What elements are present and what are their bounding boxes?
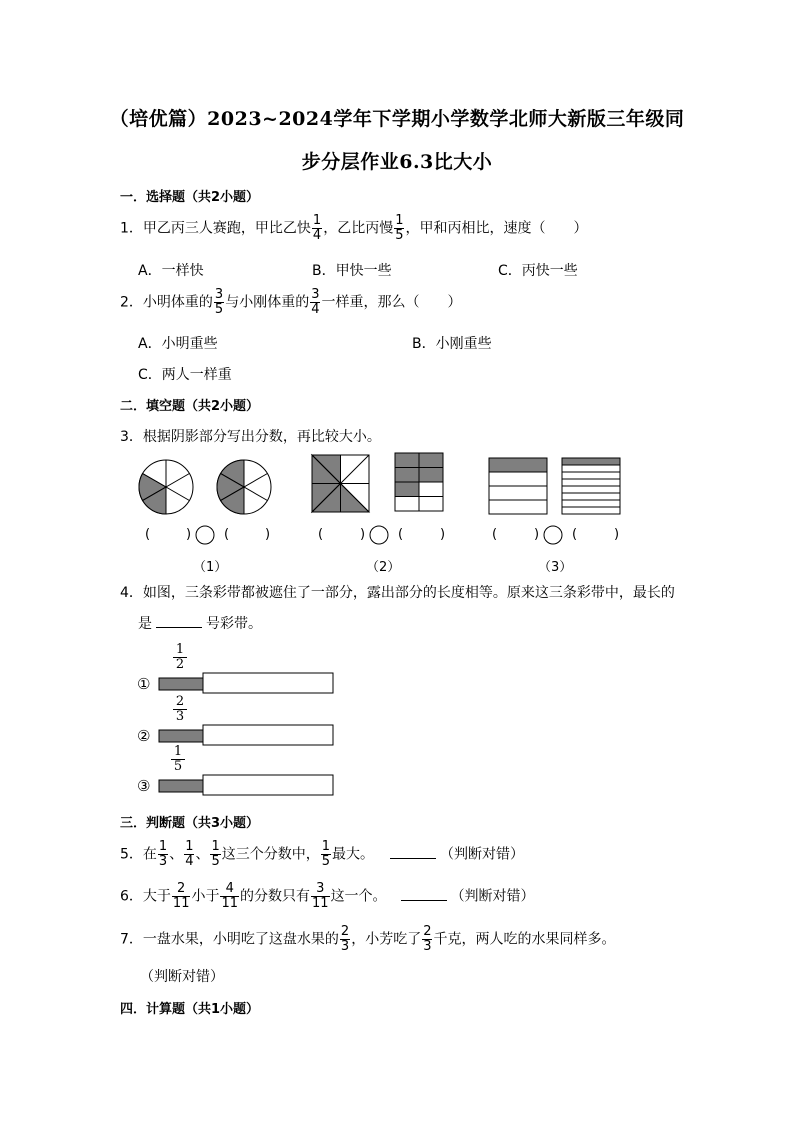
square-figure-8-parts <box>312 455 369 512</box>
q3-paren-close-3b: ) <box>614 527 620 542</box>
title-line-2: 步分层作业6.3比大小 <box>301 151 493 173</box>
question-1 <box>120 214 587 243</box>
q3-paren-close-3a: ) <box>534 527 540 542</box>
q4-text-b: 号彩带。 <box>206 616 262 632</box>
q2-fraction-1: $\frac{3}{5}$ <box>214 287 224 317</box>
q2-option-b[interactable]: B．小刚重些 <box>412 336 492 352</box>
q4-answer-blank[interactable] <box>156 615 202 628</box>
pie-figure-1 <box>139 460 193 514</box>
q7-text-2: ，小芳吃了 <box>351 931 422 948</box>
q7-text-1: 7．一盘水果，小明吃了这盘水果的 <box>120 931 339 948</box>
q5-fraction-c: $\frac{1}{5}$ <box>211 839 220 869</box>
title-line-1: （培优篇）2023~2024学年下学期小学数学北师大新版三年级同 <box>109 108 685 130</box>
q1-text-2: ，乙比丙慢 <box>323 220 394 237</box>
q1-text-3: ，甲和丙相比，速度（ ） <box>405 220 588 237</box>
q3-paren-open-2a: ( <box>318 527 324 542</box>
q7-fraction-b: $\frac{2}{3}$ <box>423 924 432 954</box>
q4-text-a: 是 <box>138 616 152 632</box>
q6-judge-hint: （判断对错） <box>450 888 535 905</box>
q3-paren-close-2b: ) <box>440 527 446 542</box>
pie-figure-2 <box>217 460 271 514</box>
stripe-figure-quarters <box>489 458 547 514</box>
question-5 <box>120 840 524 869</box>
ribbon-3-number: ③ <box>137 777 151 795</box>
q2-fraction-2: $\frac{3}{4}$ <box>311 287 320 317</box>
q7-text-3: 千克，两人吃的水果同样多。 <box>433 931 616 948</box>
q6-text-2: 小于 <box>191 888 220 905</box>
section-choice-heading: 一．选择题（共2小题） <box>120 190 260 205</box>
q1-fraction-1: $\frac{1}{4}$ <box>312 213 322 243</box>
question-3: 3．根据阴影部分写出分数，再比较大小。 <box>120 429 381 445</box>
stripe-figure-eighths <box>562 458 620 514</box>
section-calc-heading: 四．计算题（共1小题） <box>120 1002 260 1017</box>
q3-paren-open-1a: ( <box>145 527 151 542</box>
question-2 <box>120 288 461 317</box>
q3-paren-open-2b: ( <box>398 527 404 542</box>
q3-paren-open-3a: ( <box>492 527 498 542</box>
q1-option-b[interactable]: B．甲快一些 <box>312 263 392 279</box>
compare-circle-1[interactable] <box>196 526 214 544</box>
q6-fraction-a: $\frac{2}{11}$ <box>172 881 190 911</box>
q5-sep-1: 、 <box>169 846 184 863</box>
q6-fraction-c: $\frac{3}{11}$ <box>312 881 329 911</box>
q2-option-a[interactable]: A．小明重些 <box>138 336 218 352</box>
q3-paren-open-1b: ( <box>224 527 230 542</box>
q7-fraction-a: $\frac{2}{3}$ <box>340 924 350 954</box>
q5-text-3: 最大。 <box>332 846 375 863</box>
q1-option-a[interactable]: A．一样快 <box>138 263 204 279</box>
question-4-line-1: 4．如图，三条彩带都被遮住了一部分，露出部分的长度相等。原来这三条彩带中，最长的 <box>120 585 675 601</box>
q5-fraction-b: $\frac{1}{4}$ <box>185 839 194 869</box>
q2-text-2: 与小刚体重的 <box>225 294 310 311</box>
q6-text-3: 的分数只有 <box>240 888 311 905</box>
q1-option-c[interactable]: C．丙快一些 <box>498 263 578 279</box>
q6-answer-blank[interactable] <box>401 888 447 901</box>
q2-option-c[interactable]: C．两人一样重 <box>138 367 232 383</box>
q2-text-3: 一样重，那么（ ） <box>321 294 462 311</box>
section-fill-heading: 二．填空题（共2小题） <box>120 399 260 414</box>
ribbon-1 <box>159 673 333 693</box>
q3-paren-close-1a: ) <box>186 527 192 542</box>
q5-judge-hint: （判断对错） <box>440 846 525 863</box>
section-judge-heading: 三．判断题（共3小题） <box>120 816 260 831</box>
q3-caption-2: （2） <box>366 560 401 575</box>
ribbon-2-fraction: 2 3 <box>173 695 187 724</box>
q5-sep-2: 、 <box>195 846 210 863</box>
compare-circle-2[interactable] <box>370 526 388 544</box>
q3-caption-3: （3） <box>538 560 573 575</box>
q6-fraction-b: $\frac{4}{11}$ <box>221 881 239 911</box>
ribbon-2 <box>159 725 333 745</box>
q3-paren-close-2a: ) <box>360 527 366 542</box>
q5-fraction-a: $\frac{1}{3}$ <box>158 839 168 869</box>
q1-text-1: 1．甲乙丙三人赛跑，甲比乙快 <box>120 220 311 237</box>
ribbon-2-number: ② <box>137 727 151 745</box>
ribbon-3 <box>159 775 333 795</box>
grid-figure-8-parts <box>395 453 443 511</box>
ribbon-1-number: ① <box>137 675 151 693</box>
ribbon-1-fraction: 1 2 <box>173 643 187 672</box>
question-6 <box>120 882 535 911</box>
q5-fraction-d: $\frac{1}{5}$ <box>321 839 331 869</box>
q3-paren-close-1b: ) <box>265 527 271 542</box>
q5-text-2: 这三个分数中， <box>221 846 320 863</box>
question-7 <box>120 925 615 954</box>
q2-text-1: 2．小明体重的 <box>120 294 213 311</box>
q6-text-4: 这一个。 <box>330 888 387 905</box>
q3-caption-1: （1） <box>193 560 228 575</box>
ribbon-3-fraction: 1 5 <box>171 745 185 774</box>
q5-answer-blank[interactable] <box>390 846 436 859</box>
compare-circle-3[interactable] <box>544 526 562 544</box>
q7-judge-hint: （判断对错） <box>140 969 224 985</box>
q1-fraction-2: $\frac{1}{5}$ <box>395 213 404 243</box>
q3-paren-open-3b: ( <box>572 527 578 542</box>
question-4-line-2 <box>138 613 262 633</box>
q5-text-1: 5．在 <box>120 846 157 863</box>
q6-text-1: 6．大于 <box>120 888 171 905</box>
